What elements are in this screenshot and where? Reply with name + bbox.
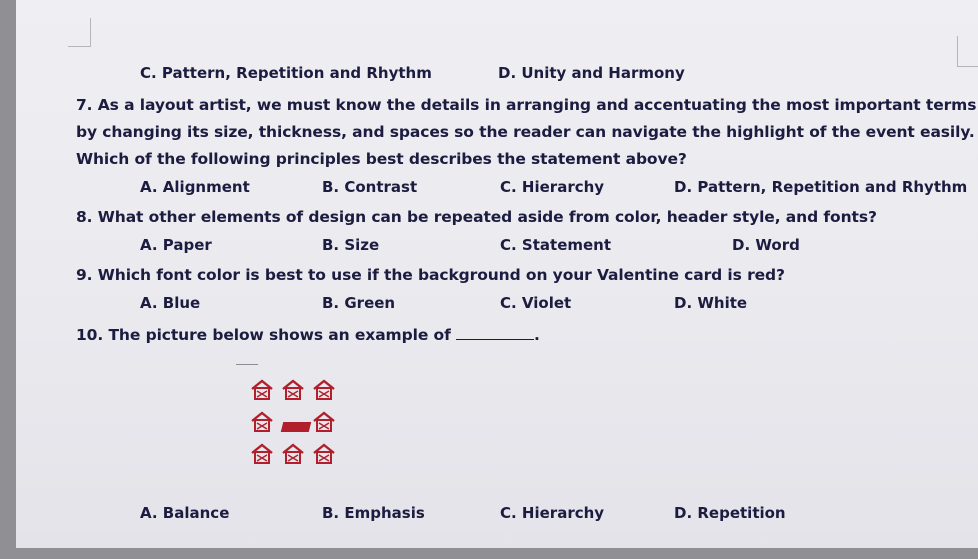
house-icon: [312, 442, 336, 466]
page-corner-mark: [68, 18, 91, 47]
q8-option-d: D. Word: [732, 236, 800, 254]
q9-text: 9. Which font color is best to use if the background on your Valentine card is red?: [76, 266, 785, 284]
q10-option-c: C. Hierarchy: [500, 504, 605, 522]
house-icon: [312, 410, 336, 434]
house-icon: [250, 442, 274, 466]
q10-text: [76, 326, 540, 344]
q10-answer-blank: [456, 338, 534, 340]
q7-option-a: A. Alignment: [140, 178, 250, 196]
house-icon: [281, 378, 305, 402]
q7-option-c: C. Hierarchy: [500, 178, 605, 196]
emphasis-bar-shape: [281, 422, 311, 432]
q8-option-a: A. Paper: [140, 236, 212, 254]
q8-text: 8. What other elements of design can be repeated aside from color, header style, and fonts?: [76, 208, 877, 226]
q7-option-d: D. Pattern, Repetition and Rhythm: [674, 178, 968, 196]
q10-text-after: .: [534, 326, 540, 344]
q9-option-a: A. Blue: [140, 294, 201, 312]
q8-option-b: B. Size: [322, 236, 380, 254]
q9-option-c: C. Violet: [500, 294, 572, 312]
page-corner-mark: [957, 36, 978, 67]
q10-option-a: A. Balance: [140, 504, 230, 522]
q10-text-before: 10. The picture below shows an example of: [76, 326, 451, 344]
house-icon: [250, 410, 274, 434]
q6-option-c: C. Pattern, Repetition and Rhythm: [140, 64, 432, 82]
q6-option-d: D. Unity and Harmony: [498, 64, 685, 82]
house-icon: [312, 378, 336, 402]
worksheet-page: [16, 0, 978, 548]
q8-option-c: C. Statement: [500, 236, 612, 254]
q7-line-1: 7. As a layout artist, we must know the details in arranging and accentuating the most important terms: [76, 96, 977, 114]
q9-option-b: B. Green: [322, 294, 396, 312]
q7-line-2: by changing its size, thickness, and spaces so the reader can navigate the highlight of the event easily.: [76, 123, 975, 141]
q7-option-b: B. Contrast: [322, 178, 418, 196]
q10-option-d: D. Repetition: [674, 504, 786, 522]
q9-option-d: D. White: [674, 294, 748, 312]
house-icon: [250, 378, 274, 402]
q10-option-b: B. Emphasis: [322, 504, 425, 522]
house-icon: [281, 442, 305, 466]
figure-top-mark: [236, 364, 258, 365]
repetition-emphasis-figure: [236, 364, 346, 476]
q7-line-3: Which of the following principles best describes the statement above?: [76, 150, 687, 168]
